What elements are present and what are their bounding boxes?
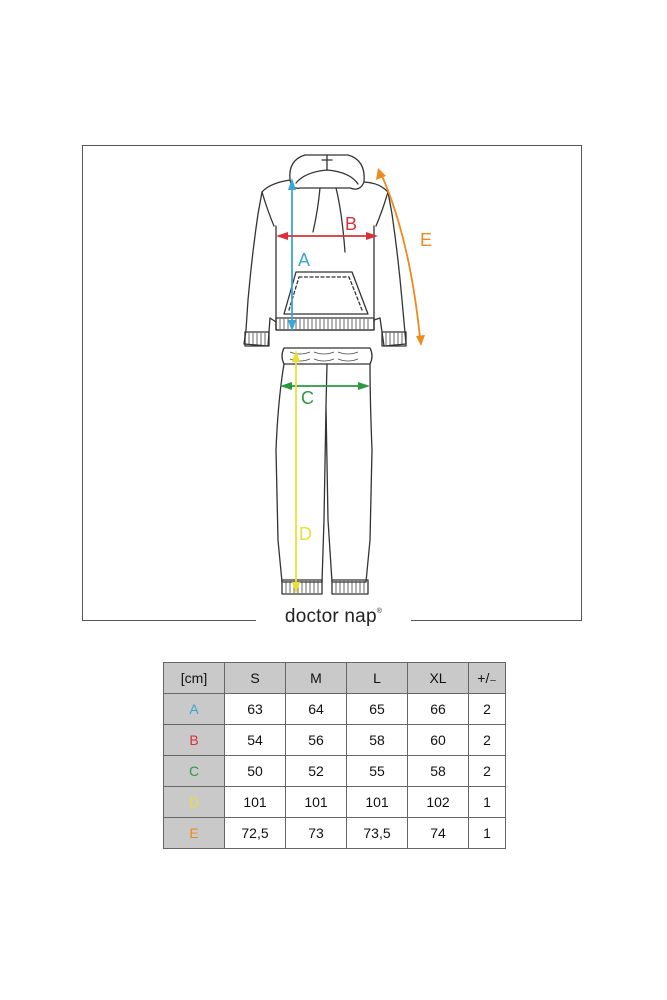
row-label-a: A: [164, 694, 225, 725]
brand-logo: doctor nap®: [284, 606, 383, 627]
cell: 1: [469, 818, 506, 849]
label-e: E: [420, 230, 433, 250]
label-b: B: [345, 214, 358, 234]
hoodie-body: [244, 180, 406, 346]
cell: 64: [286, 694, 347, 725]
table-row: [164, 756, 506, 787]
cell: 58: [408, 756, 469, 787]
cell: 101: [225, 787, 286, 818]
cell: 2: [469, 694, 506, 725]
header-cm: [cm]: [164, 663, 225, 694]
label-d: D: [299, 524, 312, 544]
header-tolerance: +/₋: [469, 663, 506, 694]
cell: 65: [347, 694, 408, 725]
size-table: [163, 662, 506, 849]
hood-opening: [296, 170, 358, 184]
cell: 1: [469, 787, 506, 818]
row-label-e: E: [164, 818, 225, 849]
label-a: A: [298, 250, 311, 270]
header-s: S: [225, 663, 286, 694]
table-row: [164, 694, 506, 725]
cell: 55: [347, 756, 408, 787]
table-row: [164, 725, 506, 756]
drawstring-left: [313, 188, 320, 232]
cell: 66: [408, 694, 469, 725]
cell: 73,5: [347, 818, 408, 849]
table-row: [164, 787, 506, 818]
cell: 74: [408, 818, 469, 849]
pants-body: [276, 364, 372, 582]
row-label-c: C: [164, 756, 225, 787]
cell: 50: [225, 756, 286, 787]
row-label-b: B: [164, 725, 225, 756]
cell: 72,5: [225, 818, 286, 849]
table-row: [164, 818, 506, 849]
row-label-d: D: [164, 787, 225, 818]
drawstring-right: [336, 188, 345, 252]
header-l: L: [347, 663, 408, 694]
cell: 63: [225, 694, 286, 725]
size-table-header: [164, 663, 506, 694]
cell: 56: [286, 725, 347, 756]
cell: 54: [225, 725, 286, 756]
label-c: C: [301, 388, 314, 408]
header-m: M: [286, 663, 347, 694]
cell: 58: [347, 725, 408, 756]
cell: 2: [469, 725, 506, 756]
cell: 101: [286, 787, 347, 818]
cell: 102: [408, 787, 469, 818]
measure-e-arrow: [376, 168, 425, 346]
cell: 101: [347, 787, 408, 818]
measure-c-arrow: [280, 382, 370, 390]
cell: 60: [408, 725, 469, 756]
cell: 73: [286, 818, 347, 849]
cell: 52: [286, 756, 347, 787]
header-xl: XL: [408, 663, 469, 694]
cell: 2: [469, 756, 506, 787]
